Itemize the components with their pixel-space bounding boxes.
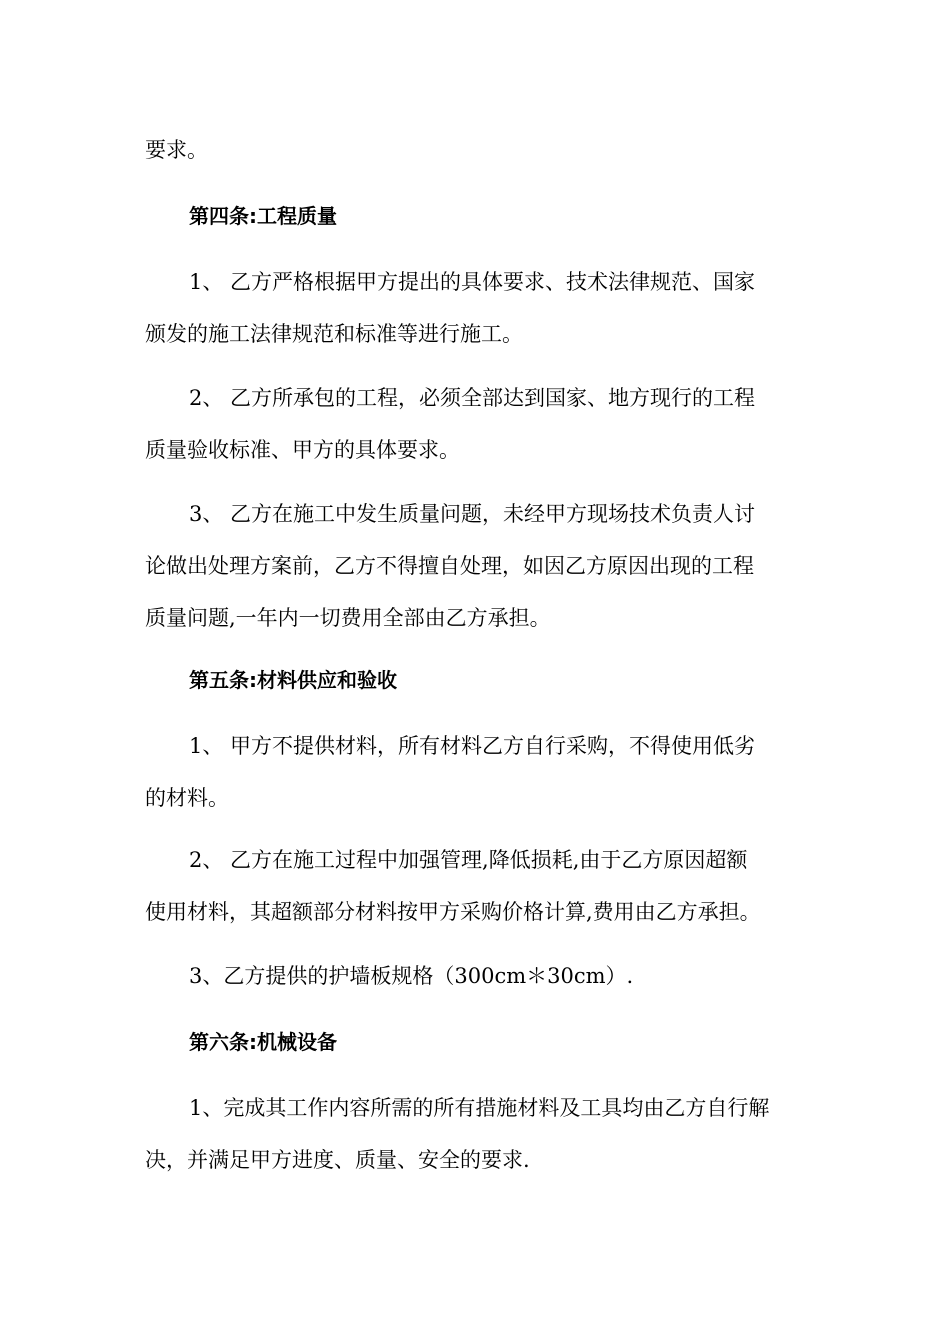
- article5-item2-line1: 2、 乙方在施工过程中加强管理,降低损耗,由于乙方原因超额: [189, 848, 748, 872]
- article4-item1: [145, 256, 805, 360]
- article4-item2: [145, 372, 805, 476]
- article5-item1-line1: 1、 甲方不提供材料，所有材料乙方自行采购，不得使用低劣: [189, 734, 756, 758]
- article4-heading-text: 第四条:工程质量: [189, 204, 337, 228]
- article5-item2-line2: 使用材料，其超额部分材料按甲方采购价格计算,费用由乙方承担。: [145, 900, 761, 924]
- article6-heading-text: 第六条:机械设备: [189, 1030, 337, 1054]
- intro-tail-line: 要求。: [145, 138, 208, 162]
- article4-item2-line1: 2、 乙方所承包的工程，必须全部达到国家、地方现行的工程: [189, 386, 756, 410]
- article5-item3: [145, 950, 805, 1002]
- article4-item1-line1: 1、 乙方严格根据甲方提出的具体要求、技术法律规范、国家: [189, 270, 756, 294]
- article4-item1-line2: 颁发的施工法律规范和标准等进行施工。: [145, 322, 523, 346]
- article5-heading: [145, 654, 805, 706]
- article6-heading: [145, 1016, 805, 1068]
- article6-item1-line2: 决，并满足甲方进度、质量、安全的要求.: [145, 1148, 530, 1172]
- article4-item3-line1: 3、 乙方在施工中发生质量问题，未经甲方现场技术负责人讨: [189, 502, 756, 526]
- article5-item1: [145, 720, 805, 824]
- article4-item3: [145, 488, 805, 644]
- intro-paragraph: [145, 124, 805, 176]
- article6-item1: [145, 1082, 805, 1186]
- article5-item1-line2: 的材料。: [145, 786, 229, 810]
- article6-item1-line1: 1、完成其工作内容所需的所有措施材料及工具均由乙方自行解: [189, 1096, 770, 1120]
- article4-item3-line3: 质量问题,一年内一切费用全部由乙方承担。: [145, 606, 551, 630]
- article5-item2: [145, 834, 805, 938]
- article5-heading-text: 第五条:材料供应和验收: [189, 668, 397, 692]
- article4-item2-line2: 质量验收标准、甲方的具体要求。: [145, 438, 460, 462]
- article4-heading: [145, 190, 805, 242]
- article4-item3-line2: 论做出处理方案前，乙方不得擅自处理，如因乙方原因出现的工程: [145, 554, 754, 578]
- article5-item3-line1: 3、乙方提供的护墙板规格（300cm＊30cm）.: [189, 964, 634, 988]
